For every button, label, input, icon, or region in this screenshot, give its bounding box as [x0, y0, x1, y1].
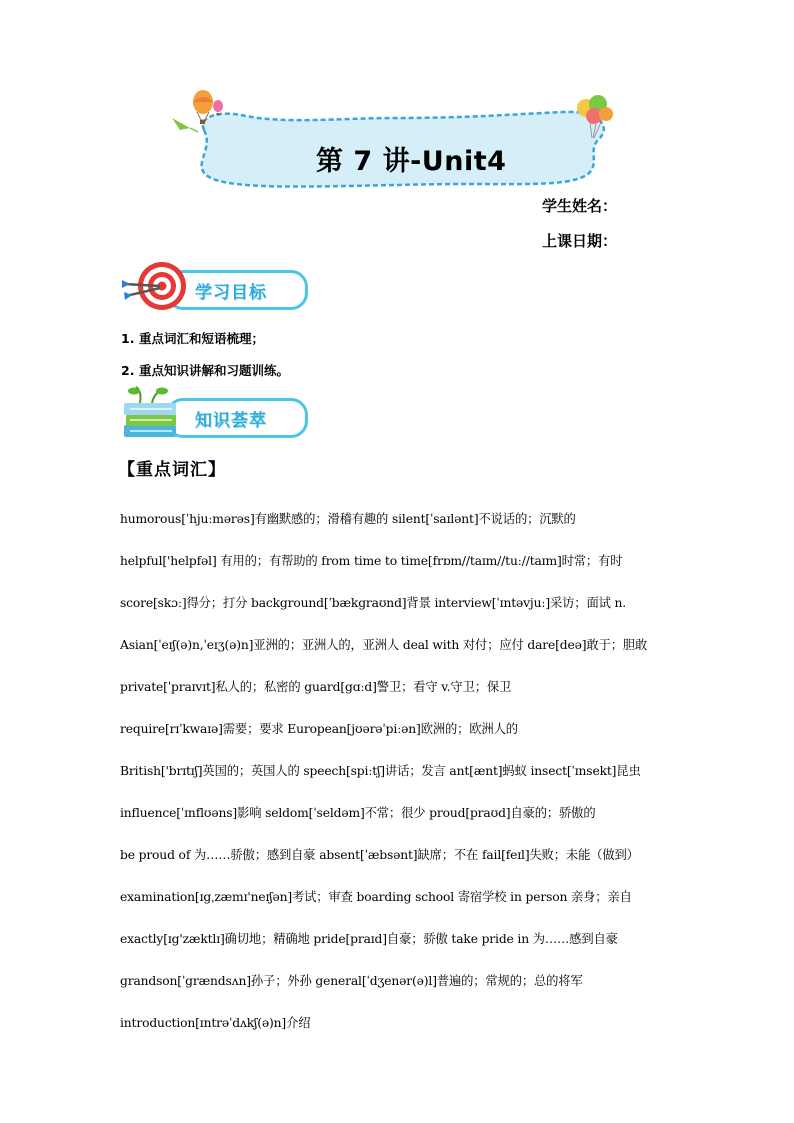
vocab-line: grandson[ˈgrændsʌn]孙子；外孙 general[ˈdʒenər(ə)l]普遍的；常规的；总的将军 [120, 974, 583, 988]
vocab-line: exactly[ɪg'zæktlɪ]确切地；精确地 pride[praɪd]自豪；骄傲 take pride in 为……感到自豪 [120, 932, 618, 946]
books-sprout-icon [118, 385, 182, 441]
vocab-line: influence[ˈɪnflʊəns]影响 seldom[ˈseldəm]不常；很少 proud[praʊd]自豪的；骄傲的 [120, 806, 596, 820]
vocab-line: score[skɔː]得分；打分 background[ˈbækgraʊnd]背景 interview[ˈɪntəvjuː]采访；面试 n. [120, 596, 627, 610]
vocab-line: introduction[ɪntrəˈdʌkʃ(ə)n]介绍 [120, 1016, 311, 1030]
vocab-heading: 【重点词汇】 [118, 460, 226, 480]
class-date-label: 上课日期： [542, 232, 618, 250]
vocab-line: Asian[ˈeɪʃ(ə)n,ˈeɪʒ(ə)n]亚洲的；亚洲人的，亚洲人 deal with 对付；应付 dare[deə]敢于；胆敢 [120, 638, 648, 652]
goals-section-title: 学习目标 [195, 282, 267, 303]
vocab-line: British['brɪtɪʃ]英国的；英国人的 speech[spiːtʃ]讲话；发言 ant[ænt]蚂蚁 insect[ˈɪnsekt]昆虫 [120, 764, 641, 778]
knowledge-section-header [166, 398, 308, 438]
goal-item: 1. 重点词汇和短语梳理； [121, 331, 265, 346]
knowledge-section-title: 知识荟萃 [195, 410, 267, 431]
vocab-line: require[rɪˈkwaɪə]需要；要求 European[jʊərəˈpiːən]欧洲的；欧洲人的 [120, 722, 518, 736]
vocab-line: be proud of 为……骄傲；感到自豪 absent[ˈæbsənt]缺席；不在 fail[feɪl]失败；未能（做到） [120, 848, 639, 862]
balloons-icon [568, 92, 623, 142]
target-icon [118, 258, 190, 316]
vocab-line: helpful['helpfəl] 有用的；有帮助的 from time to time[frɒm//taɪm//tuː//taɪm]时常；有时 [120, 554, 623, 568]
student-name-label: 学生姓名： [542, 197, 618, 215]
vocab-line: private[ˈpraɪvɪt]私人的；私密的 guard[gɑːd]警卫；看守 v.守卫；保卫 [120, 680, 512, 694]
page-title: 第 7 讲-Unit4 [316, 146, 507, 177]
hot-air-balloons-icon [168, 88, 238, 148]
goal-item: 2. 重点知识讲解和习题训练。 [121, 363, 290, 378]
vocab-list [120, 498, 690, 1044]
vocab-line: examination[ɪgˌzæmɪ'neɪʃən]考试；审查 boarding school 寄宿学校 in person 亲身；亲自 [120, 890, 632, 904]
vocab-line: humorous[ˈhjuːmərəs]有幽默感的；滑稽有趣的 silent[ˈsaɪlənt]不说话的；沉默的 [120, 512, 576, 526]
